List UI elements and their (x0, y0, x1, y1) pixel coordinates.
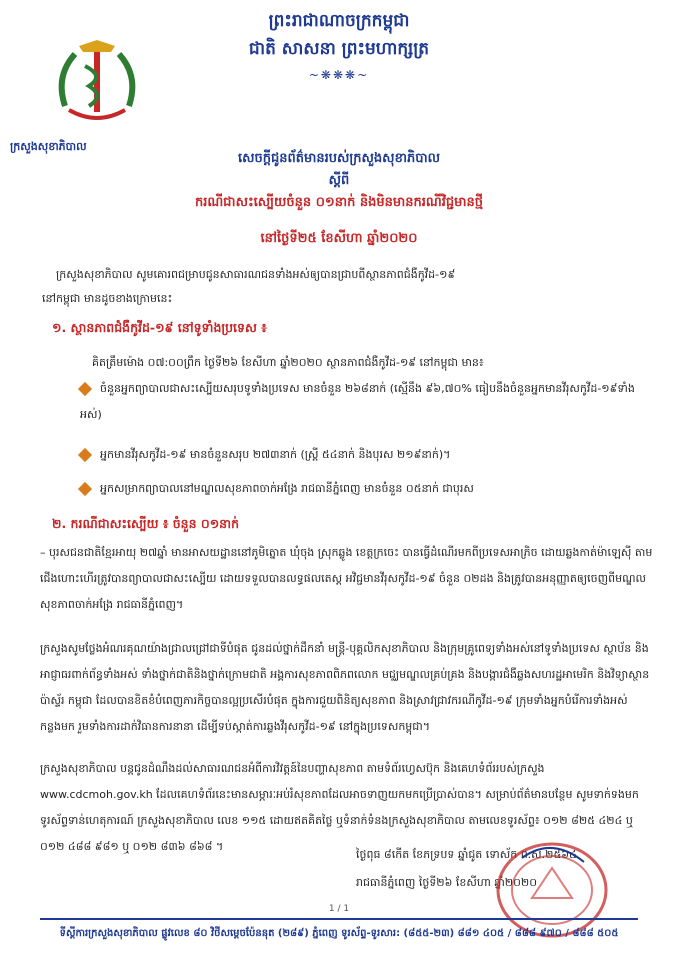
bullet-item-total-cases: អ្នកមានវីរុសកូវីដ-១៩ មានចំនួនសរុប ២៧៣នាក់ (ស្ត្រី ៥៤នាក់ និងបុរស ២១៩នាក់)។ (80, 442, 650, 468)
section-1-lead: គិតត្រឹមម៉ោង ០៧:០០ព្រឹក ថ្ងៃទី២៦ ខែសីហា ឆ្នាំ២០២០ ស្ថានភាពជំងឺកូវីដ-១៩ នៅកម្ពុជា មាន៖ (92, 356, 484, 369)
ministry-logo-icon (45, 36, 149, 132)
solar-date: រាជធានីភ្នំពេញ ថ្ងៃទី២៦ ខែសីហា ឆ្នាំ២០២០ (356, 876, 538, 889)
title-line-2: ស្តីពី (328, 173, 350, 188)
lunar-date: ថ្ងៃពុធ ៨កើត ខែភទ្របទ ឆ្នាំជូត ទោស័ក ព.ស.២៥៦៤ (356, 848, 577, 861)
bullet-item-recovered: ចំនួនអ្នកព្យាបាលជាសះស្បើយសរុបទូទាំងប្រទេស មានចំនួន ២៦៨នាក់ (ស្មើនឹង ៩៦,៧០% ធៀបនឹងចំនួនអ្នកមានវីរុសកូវីដ-១៩ទាំងអស់) (80, 376, 650, 428)
footer-address: ទីស្តីការក្រសួងសុខាភិបាល ផ្លូវលេខ ៨០ វិថីសម្តេចប៉ែននុត (២៨៩) ភ្នំពេញ ទូរស័ព្ទ-ទូរសារ: (៨៥៥-២៣) ៨៨១ ៤០៥ / ៨៨៨ ៩៧០ / ៨៨៨ ៥០៥ (59, 928, 619, 939)
header-ornament: ~❋❋❋~ (308, 68, 370, 82)
title-date: នៅថ្ងៃទី២៥ ខែសីហា ឆ្នាំ២០២០ (260, 231, 418, 246)
kingdom-motto: ជាតិ សាសនា ព្រះមហាក្សត្រ (248, 39, 430, 59)
bullet-item-hospitalized: អ្នកសម្រាកព្យាបាលនៅមណ្ឌលសុខភាពចាក់អង្រែ រាជធានីភ្នំពេញ មានចំនួន ០៥នាក់ ជាបុរស (80, 476, 650, 502)
intro-line-1: ក្រសួងសុខាភិបាល សូមគោរពជម្រាបជូនសាធារណជនទាំងអស់ឲ្យបានជ្រាបពីស្ថានភាពជំងឺកូវីដ-១៩ (56, 268, 456, 281)
info-paragraph: ក្រសួងសុខាភិបាល បន្តជូនដំណឹងដល់សាធារណជនអំពីការវិវត្តន៍នៃបញ្ហាសុខភាព តាមទំព័រហ្វេសប៊ុក និងគេហទំព័ររបស់ក្រសួង www.cdcmoh.gov.kh ដែលគេហទំព័រនេះមានសម្ភារៈអប់រំសុខភាពដែលអាចទាញយកមកប្រើប្រាស់បាន។ សម្រាប់ព័ត៌មានបន្ថែម សូមទាក់ទងមកទូរស័ព្ទទាន់ហេតុការណ៍ ក្រសួងសុខាភិបាល លេខ ១១៥ ដោយឥតគិតថ្លៃ ឬទំនាក់ទំនងក្រសួងសុខាភិបាល តាមលេខទូរស័ព្ទ៖ ០១២ ៨២៥ ៤២៤ ឬ ០១២ ៤៨៨ ៩៨១ ឬ ០១២ ៨៣៦ ៨៦៨ ។ (40, 762, 639, 853)
kingdom-title: ព្រះរាជាណាចក្រកម្ពុជា (268, 11, 410, 31)
case-description: – បុរសជនជាតិខ្មែរអាយុ ២៧ឆ្នាំ មានអាសយដ្ឋាននៅភូមិត្នោត ឃុំចុង ស្រុកឆ្លូង ខេត្តក្រចេះ បានធ្វើដំណើរមកពីប្រទេសអាភ្រិច ដោយឆ្លងកាត់ម៉ាឡេស៊ី តាមជើងហោះហើរត្រូវបានព្យាបាលជាសះស្បើយ ដោយទទួលបានលទ្ធផលតេស្ត អវិជ្ជមានវីរុសកូវីដ-១៩ ចំនួន ០២ដង និងត្រូវបានអនុញ្ញាតឲ្យចេញពីមណ្ឌលសុខភាពចាក់អង្រែ រាជធានីភ្នំពេញ។ (40, 546, 653, 611)
thanks-paragraph: ក្រសួងសូមថ្លែងអំណរគុណយ៉ាងជ្រាលជ្រៅជាទីបំផុត ជូនដល់ថ្នាក់ដឹកនាំ មន្ត្រី-បុគ្គលិកសុខាភិបាល និងក្រុមគ្រូពេទ្យទាំងអស់នៅទូទាំងប្រទេស ស្ថាប័ន និងអាជ្ញាធរពាក់ព័ន្ធទាំងអស់ ទាំងថ្នាក់ជាតិនិងថ្នាក់ក្រោមជាតិ អង្គការសុខភាពពិភពលោក មជ្ឈមណ្ឌលគ្រប់គ្រង និងបង្ការជំងឺឆ្លងសហរដ្ឋអាមេរិក និងវិទ្យាស្ថានប៉ាស្ទ័រ កម្ពុជា ដែលបានខិតខំបំពេញភារកិច្ចបានល្អប្រសើរបំផុត ក្នុងការជួយពិនិត្យសុខភាព និងស្រាវជ្រាវករណីកូវីដ-១៩ ក្រុមទាំងអ្នកបំរើការទាំងអស់កន្លងមក រួមទាំងការដាក់វិធានការនានា ដើម្បីទប់ស្កាត់ការឆ្លងវីរុសកូវីដ-១៩ នៅក្នុងប្រទេសកម្ពុជា។ (40, 642, 650, 733)
bullet-arrow-icon (78, 448, 92, 462)
ministry-label: ក្រសួងសុខាភិបាល (10, 140, 87, 153)
intro-line-2: នៅកម្ពុជា មានដូចខាងក្រោមនេះ (42, 292, 173, 305)
section-1-title: ១. ស្ថានភាពជំងឺកូវីដ-១៩ នៅទូទាំងប្រទេស ៖ (52, 320, 267, 335)
bullet-arrow-icon (78, 482, 92, 496)
bullet-arrow-icon (78, 382, 92, 396)
footer-divider (40, 918, 638, 920)
title-line-3: ករណីជាសះស្បើយចំនួន ០១នាក់ និងមិនមានករណីវិជ្ជមានថ្មី (194, 195, 484, 210)
page-number: 1 / 1 (328, 904, 350, 914)
section-2-title: ២. ករណីជាសះស្បើយ ៖ ចំនួន ០១នាក់ (52, 516, 240, 531)
title-line-1: សេចក្តីជូនព័ត៌មានរបស់ក្រសួងសុខាភិបាល (238, 151, 440, 166)
